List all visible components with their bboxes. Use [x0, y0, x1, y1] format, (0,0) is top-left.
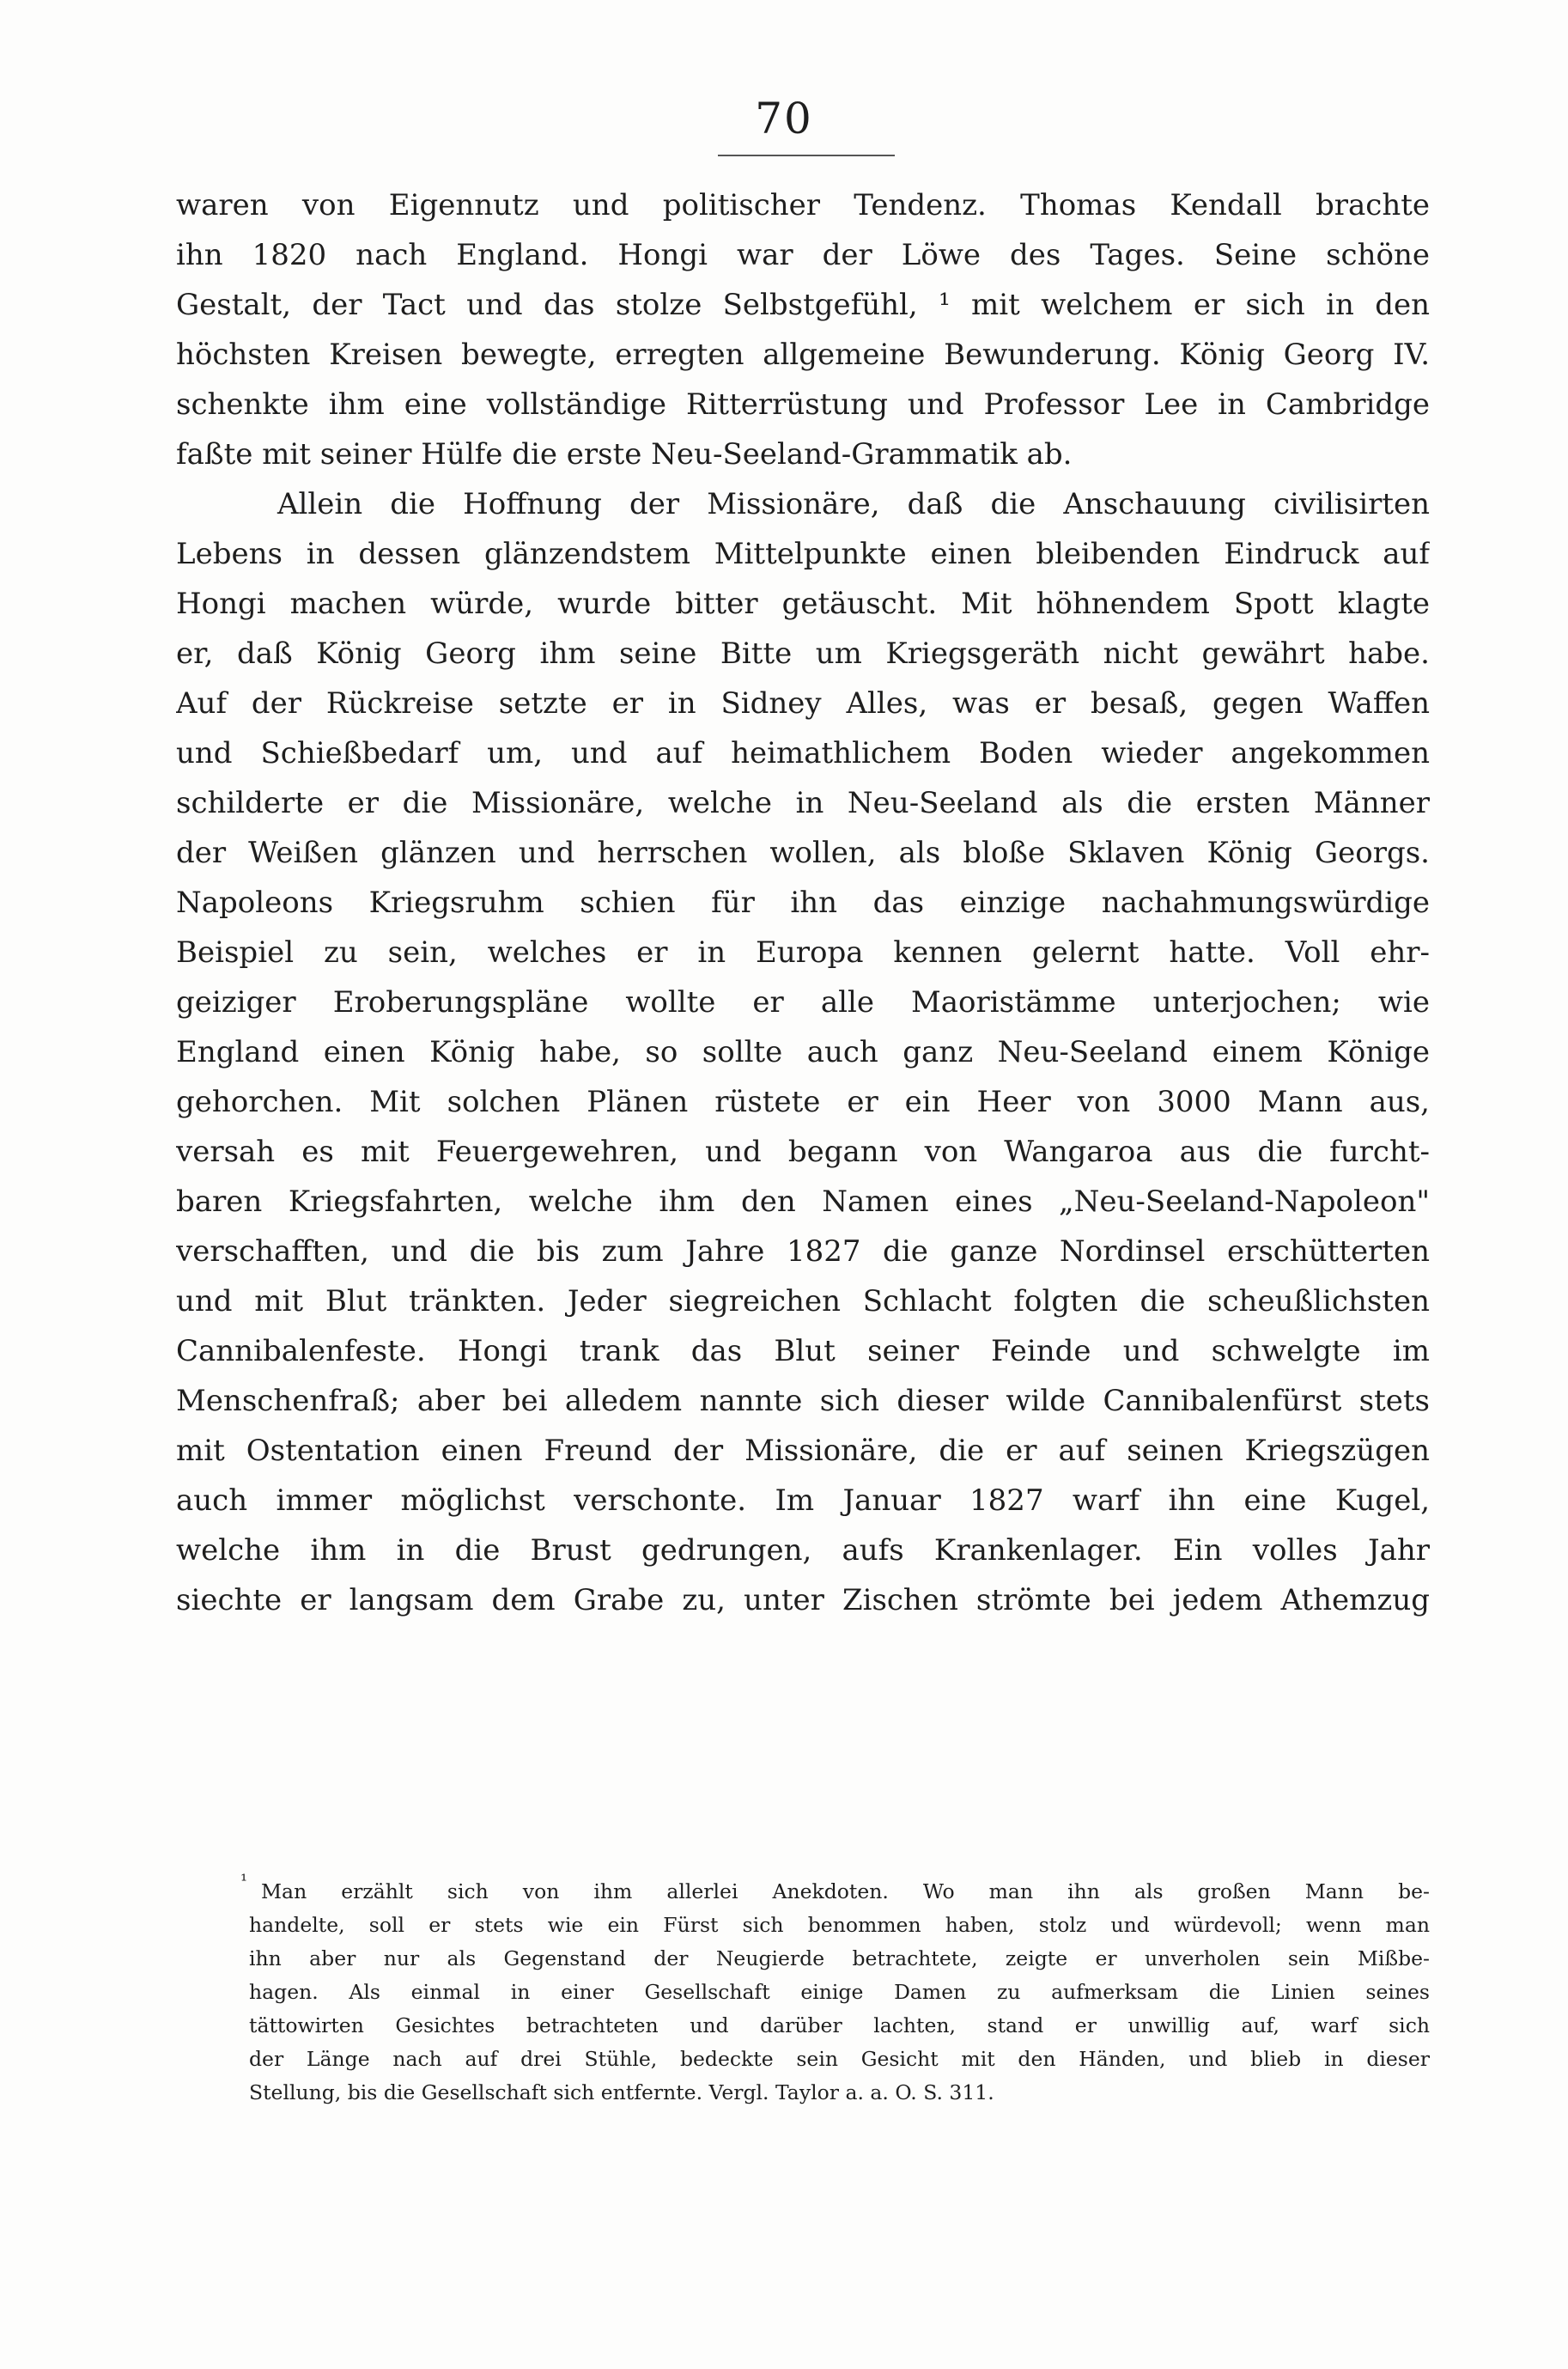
text-line: und mit Blut tränkten. Jeder siegreichen Schlacht folgten die scheußlichsten	[176, 1284, 1430, 1318]
text-line: schenkte ihm eine vollständige Ritterrüstung und Professor Lee in Cambridge	[176, 387, 1430, 422]
footnote-line: tättowirten Gesichtes betrachteten und darüber lachten, stand er unwillig auf, warf sich	[249, 2013, 1430, 2037]
text-line: Lebens in dessen glänzendstem Mittelpunkte einen bleibenden Eindruck auf	[176, 537, 1430, 571]
text-line: Napoleons Kriegsruhm schien für ihn das einzige nachahmungswürdige	[176, 886, 1430, 920]
text-line: auch immer möglichst verschonte. Im Januar 1827 warf ihn eine Kugel,	[176, 1483, 1430, 1518]
text-line: ihn 1820 nach England. Hongi war der Löwe des Tages. Seine schöne	[176, 238, 1430, 272]
text-line: Auf der Rückreise setzte er in Sidney Alles, was er besaß, gegen Waffen	[176, 686, 1430, 721]
text-line: höchsten Kreisen bewegte, erregten allgemeine Bewunderung. König Georg IV.	[176, 338, 1430, 372]
text-line: gehorchen. Mit solchen Plänen rüstete er ein Heer von 3000 Mann aus,	[176, 1085, 1430, 1119]
footnote-line: Stellung, bis die Gesellschaft sich entfernte. Vergl. Taylor a. a. O. S. 311.	[249, 2080, 994, 2104]
text-line: baren Kriegsfahrten, welche ihm den Namen eines „Neu-Seeland-Napoleon"	[176, 1184, 1430, 1219]
page-number: 70	[755, 94, 813, 143]
text-line: er, daß König Georg ihm seine Bitte um Kriegsgeräth nicht gewährt habe.	[176, 636, 1430, 671]
text-line: mit Ostentation einen Freund der Missionäre, die er auf seinen Kriegszügen	[176, 1434, 1430, 1468]
footnote-marker: ¹	[240, 1870, 248, 1891]
text-line: schilderte er die Missionäre, welche in Neu-Seeland als die ersten Männer	[176, 786, 1430, 820]
footnote-line: hagen. Als einmal in einer Gesellschaft einige Damen zu aufmerksam die Linien seines	[249, 1980, 1430, 2004]
footnote-line: handelte, soll er stets wie ein Fürst sich benommen haben, stolz und würdevoll; wenn man	[249, 1913, 1430, 1937]
text-line: welche ihm in die Brust gedrungen, aufs Krankenlager. Ein volles Jahr	[176, 1533, 1430, 1568]
footnote-line: Man erzählt sich von ihm allerlei Anekdoten. Wo man ihn als großen Mann be-	[261, 1879, 1430, 1903]
text-line: der Weißen glänzen und herrschen wollen, als bloße Sklaven König Georgs.	[176, 836, 1430, 870]
body-text	[176, 180, 1430, 1625]
text-line: Hongi machen würde, wurde bitter getäuscht. Mit höhnendem Spott klagte	[176, 587, 1430, 621]
header-rule	[718, 155, 895, 156]
text-line: und Schießbedarf um, und auf heimathlichem Boden wieder angekommen	[176, 736, 1430, 770]
text-line: geiziger Eroberungspläne wollte er alle Maoristämme unterjochen; wie	[176, 985, 1430, 1020]
text-line: Gestalt, der Tact und das stolze Selbstgefühl, ¹ mit welchem er sich in den	[176, 288, 1430, 322]
text-line: Allein die Hoffnung der Missionäre, daß die Anschauung civilisirten	[277, 487, 1430, 521]
text-line: Beispiel zu sein, welches er in Europa kennen gelernt hatte. Voll ehr-	[176, 935, 1430, 970]
footnote-line: der Länge nach auf drei Stühle, bedeckte sein Gesicht mit den Händen, und blieb in dieser	[249, 2047, 1430, 2071]
text-line: Menschenfraß; aber bei alledem nannte sich dieser wilde Cannibalenfürst stets	[176, 1384, 1430, 1418]
text-line: faßte mit seiner Hülfe die erste Neu-Seeland-Grammatik ab.	[176, 437, 1073, 472]
text-line: waren von Eigennutz und politischer Tendenz. Thomas Kendall brachte	[176, 188, 1430, 222]
text-line: verschafften, und die bis zum Jahre 1827 die ganze Nordinsel erschütterten	[176, 1234, 1430, 1269]
text-line: siechte er langsam dem Grabe zu, unter Zischen strömte bei jedem Athemzug	[176, 1583, 1430, 1617]
footnote	[240, 1870, 1430, 2110]
text-line: Cannibalenfeste. Hongi trank das Blut seiner Feinde und schwelgte im	[176, 1334, 1430, 1368]
footnote-line: ihn aber nur als Gegenstand der Neugierde betrachtete, zeigte er unverholen sein Mißbe-	[249, 1946, 1430, 1970]
text-line: versah es mit Feuergewehren, und begann von Wangaroa aus die furcht-	[176, 1135, 1430, 1169]
text-line: England einen König habe, so sollte auch ganz Neu-Seeland einem Könige	[176, 1035, 1430, 1069]
